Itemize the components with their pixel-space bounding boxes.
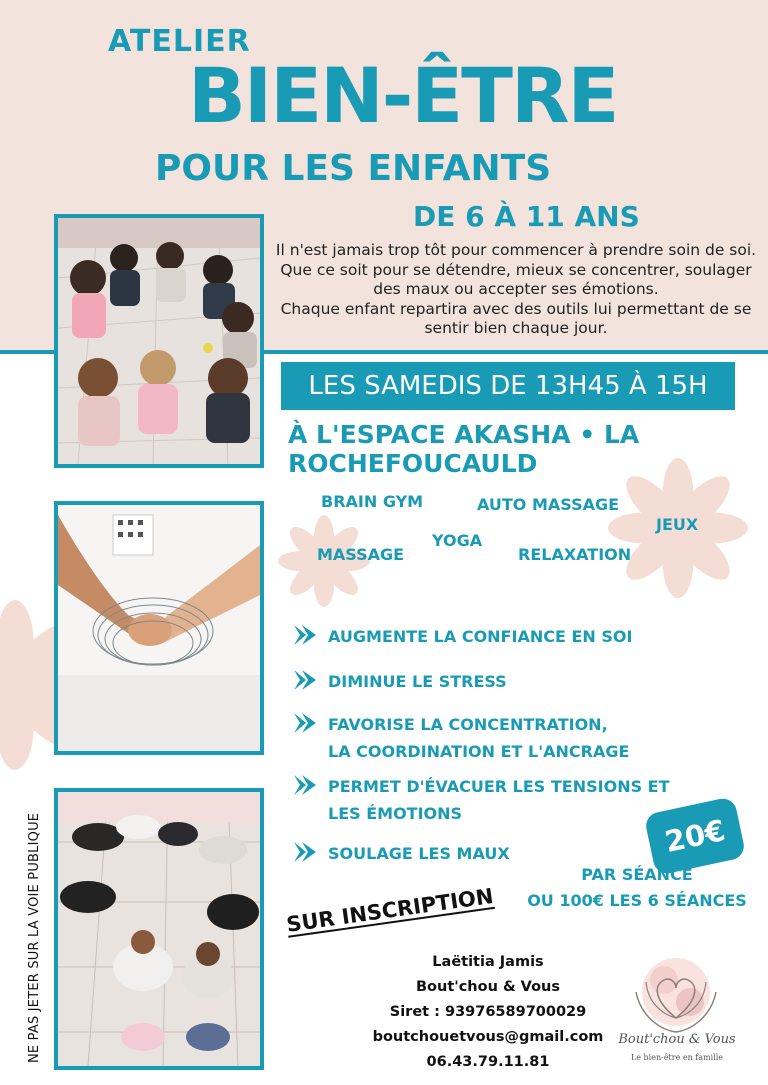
benefit-item [292,623,632,650]
contact-siret: Siret : 93976589700029 [389,1004,587,1020]
photo-hands-slinky [54,501,264,755]
benefit-item [292,668,507,695]
benefit-text: DIMINUE LE STRESS [328,672,507,691]
activity-jeux: JEUX [656,515,699,534]
registration-heading: SUR INSCRIPTION [285,883,495,937]
contact-block [360,950,616,1075]
benefit-text: LES ÉMOTIONS [328,804,463,823]
benefit-item [292,711,629,765]
logo-tagline: Le bien-être en famille [630,1053,724,1062]
benefit-text: AUGMENTE LA CONFIANCE EN SOI [328,627,633,646]
benefit-text: LA COORDINATION ET L'ANCRAGE [328,742,630,761]
intro-line: Chaque enfant repartira avec des outils lui permettant de se [280,299,752,318]
chevron-right-icon [292,773,318,797]
benefit-text: SOULAGE LES MAUX [328,844,510,863]
activity-auto-massage: AUTO MASSAGE [477,495,620,514]
logo-name: Bout'chou & Vous [618,1032,736,1047]
intro-line: des maux ou accepter ses émotions. [373,280,659,298]
activity-brain-gym: BRAIN GYM [321,492,424,511]
intro-line: Que ce soit pour se détendre, mieux se concentrer, soulager [280,260,752,279]
activity-relaxation: RELAXATION [518,545,632,564]
side-notice: NE PAS JETER SUR LA VOIE PUBLIQUE [27,812,42,1063]
benefit-text: PERMET D'ÉVACUER LES TENSIONS ET [328,777,670,796]
contact-email[interactable]: boutchouetvous@gmail.com [372,1029,604,1045]
subtitle: POUR LES ENFANTS [155,148,552,189]
contact-phone[interactable]: 06.43.79.11.81 [426,1054,550,1070]
chevron-right-icon [292,623,318,647]
benefit-item [292,840,510,867]
contact-name: Laëtitia Jamis [432,954,544,970]
contact-company: Bout'chou & Vous [416,979,560,995]
benefit-item [292,773,670,827]
activity-yoga: YOGA [432,531,483,550]
atelier-label: ATELIER [108,24,251,59]
schedule-banner: LES SAMEDIS DE 13H45 À 15H [281,362,735,410]
intro-line: Il n'est jamais trop tôt pour commencer à prendre soin de soi. [275,241,757,259]
price-details [525,862,749,914]
intro-text [266,241,766,339]
age-range: DE 6 À 11 ANS [413,200,640,233]
intro-line: sentir bien chaque jour. [424,319,608,337]
chevron-right-icon [292,711,318,735]
page-title: BIEN-ÊTRE [188,51,618,140]
benefit-text: FAVORISE LA CONCENTRATION, [328,715,608,734]
location: À L'ESPACE AKASHA • LA ROCHEFOUCAULD [288,420,640,478]
price-per-session: PAR SÉANCE [581,865,693,884]
chevron-right-icon [292,840,318,864]
photo-children-circle [54,214,264,468]
price-package: OU 100€ LES 6 SÉANCES [527,891,747,910]
price-badge: 20€ [644,796,747,876]
activity-massage: MASSAGE [317,545,405,564]
chevron-right-icon [292,668,318,692]
photo-children-yoga [54,788,264,1070]
